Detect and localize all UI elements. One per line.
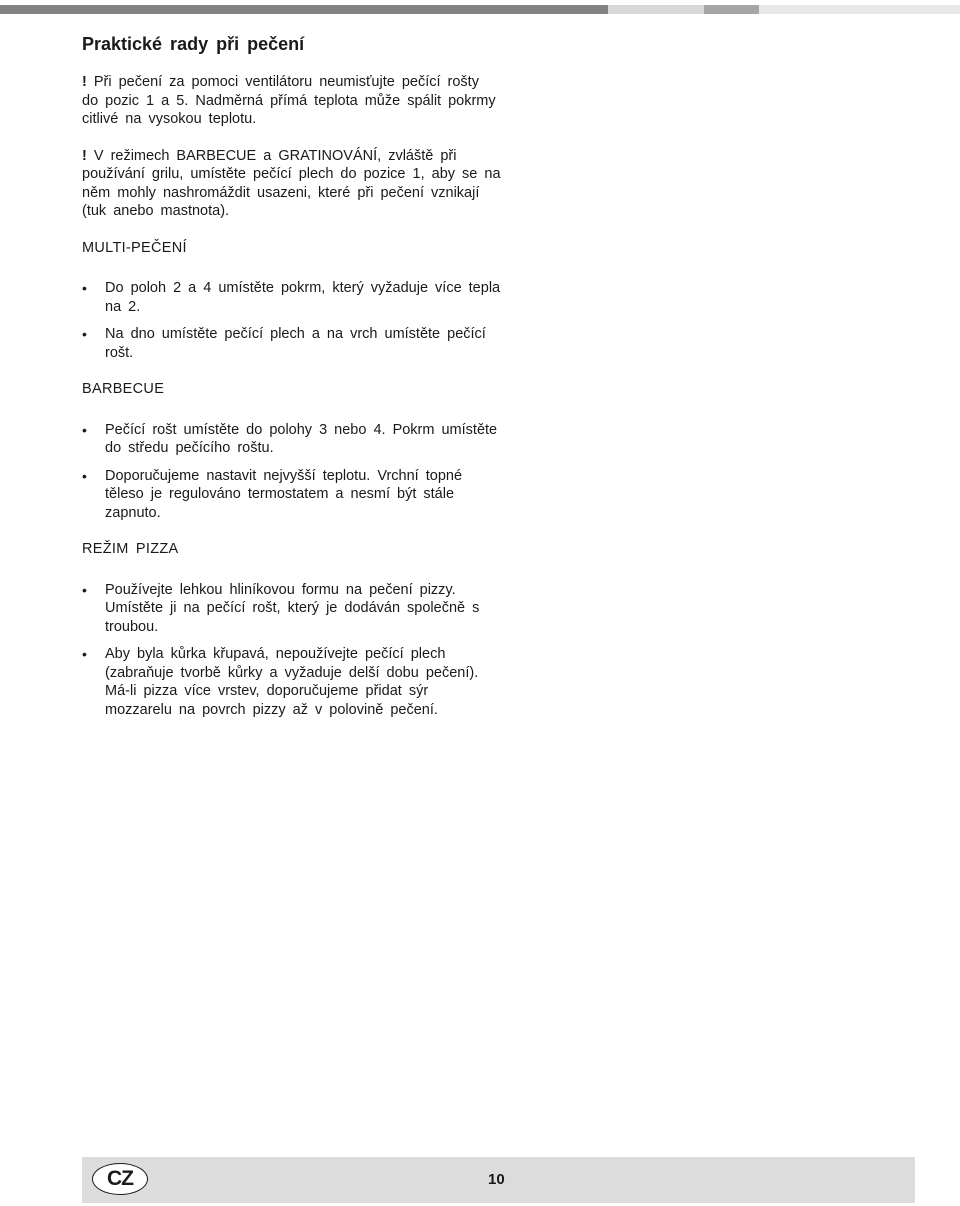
bullet-list-multi [82, 279, 502, 362]
bullet-icon: • [82, 326, 87, 342]
intro-paragraph [82, 73, 502, 129]
list-item [82, 645, 502, 719]
page-footer [82, 1157, 915, 1203]
list-item-text: Doporučujeme nastavit nejvyšší teplotu. Vrchní topné těleso je regulováno termostatem a nesmí být stále zapnuto. [105, 467, 463, 521]
bullet-icon: • [82, 280, 87, 296]
list-item-text: Používejte lehkou hliníkovou formu na pečení pizzy. Umístěte ji na pečící rošt, který je dodáván společně s troubou. [105, 581, 480, 635]
list-item-text: Aby byla kůrka křupavá, nepoužívejte pečící plech (zabraňuje tvorbě kůrky a vyžaduje delší dobu pečení). Má-li pizza více vrstev, doporučujeme přidat sýr mozzarelu na povrch pizzy až v polovině pečení. [105, 646, 479, 718]
page-number: 10 [488, 1171, 505, 1188]
bullet-icon: • [82, 581, 87, 598]
list-item [82, 467, 502, 523]
warning-mark: ! [82, 74, 87, 90]
intro-text: Při pečení za pomoci ventilátoru neumisťujte pečící rošty do pozic 1 a 5. Nadměrná přímá teplota může spálit pokrmy citlivé na vysokou teplotu. [82, 74, 496, 127]
header-color-bar [0, 5, 960, 14]
intro-text: V režimech BARBECUE a GRATINOVÁNÍ, zvláště při používání grilu, umístěte pečící plech do pozice 1, aby se na něm mohly nashromáždit usazeni, které při pečení vznikají (tuk anebo mastnota). [82, 147, 501, 219]
header-bar-segment [0, 5, 608, 14]
bullet-list-barbecue [82, 421, 502, 523]
header-bar-segment [704, 5, 759, 14]
page-title: Praktické rady při pečení [82, 34, 305, 54]
header-bar-segment [608, 5, 704, 14]
main-content [82, 34, 502, 737]
country-code-badge: CZ [92, 1163, 148, 1195]
list-item [82, 421, 502, 458]
intro-paragraph [82, 147, 502, 221]
list-item [82, 581, 502, 637]
list-item [82, 279, 502, 316]
list-item [82, 325, 502, 362]
bullet-icon: • [82, 646, 87, 662]
header-bar-segment [759, 5, 960, 14]
list-item-text: Do poloh 2 a 4 umístěte pokrm, který vyžaduje více tepla na 2. [105, 280, 501, 315]
bullet-list-pizza [82, 581, 502, 720]
list-item-text: Na dno umístěte pečící plech a na vrch umístěte pečící rošt. [105, 326, 486, 361]
list-item-text: Pečící rošt umístěte do polohy 3 nebo 4. Pokrm umístěte do středu pečícího roštu. [105, 421, 498, 456]
bullet-icon: • [82, 421, 87, 438]
warning-mark: ! [82, 147, 87, 164]
bullet-icon: • [82, 467, 87, 484]
section-heading-barbecue: BARBECUE [82, 381, 165, 397]
section-heading-pizza: REŽIM PIZZA [82, 541, 179, 557]
section-heading-multi: MULTI-PEČENÍ [82, 239, 187, 256]
